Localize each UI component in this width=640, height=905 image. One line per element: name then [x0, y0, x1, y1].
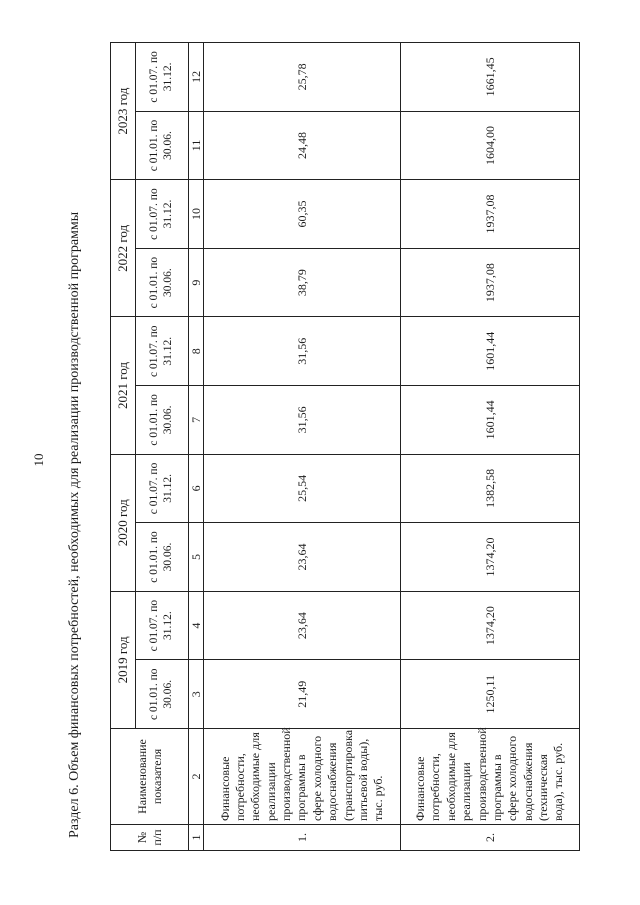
- column-index: 3: [189, 660, 204, 729]
- column-index: 10: [189, 180, 204, 249]
- row-number: 1.: [204, 825, 400, 851]
- row-indicator-name: Финансовые потребности, необходимые для реализации производственной программы в сфере холодного водоснабжения (транспортировка питьевой воды), тыс. руб.: [204, 729, 400, 825]
- column-index: 7: [189, 386, 204, 455]
- column-index: 11: [189, 111, 204, 180]
- header-period: с 01.01. по 30.06.: [136, 523, 189, 592]
- column-index: 12: [189, 43, 204, 112]
- row-value: 25,78: [204, 43, 400, 112]
- row-value: 23,64: [204, 523, 400, 592]
- rotated-table-wrapper: [110, 43, 580, 851]
- row-value: 1374,20: [400, 591, 579, 660]
- row-value: 31,56: [204, 317, 400, 386]
- column-index: 5: [189, 523, 204, 592]
- row-value: 1661,45: [400, 43, 579, 112]
- row-value: 1937,08: [400, 248, 579, 317]
- financial-needs-table: [110, 42, 580, 851]
- row-value: 1382,58: [400, 454, 579, 523]
- column-index: 6: [189, 454, 204, 523]
- row-value: 1374,20: [400, 523, 579, 592]
- header-year-2019: 2019 год: [111, 591, 136, 728]
- header-indicator-name: Наименование показателя: [111, 729, 189, 825]
- header-period: с 01.07. по 31.12.: [136, 317, 189, 386]
- table-row: [204, 43, 400, 851]
- row-value: 25,54: [204, 454, 400, 523]
- row-value: 60,35: [204, 180, 400, 249]
- header-period: с 01.01. по 30.06.: [136, 111, 189, 180]
- column-index: 4: [189, 591, 204, 660]
- column-index: 1: [189, 825, 204, 851]
- header-period: с 01.01. по 30.06.: [136, 660, 189, 729]
- column-index: 2: [189, 729, 204, 825]
- table-row: [400, 43, 579, 851]
- row-indicator-name: Финансовые потребности, необходимые для реализации производственной программы в сфере холодного водоснабжения (техническая вода), тыс. руб.: [400, 729, 579, 825]
- column-index: 9: [189, 248, 204, 317]
- header-period: с 01.01. по 30.06.: [136, 248, 189, 317]
- row-value: 24,48: [204, 111, 400, 180]
- section-title: Раздел 6. Объем финансовых потребностей, необходимых для реализации производственной программы: [67, 211, 82, 838]
- row-value: 23,64: [204, 591, 400, 660]
- header-year-2021: 2021 год: [111, 317, 136, 454]
- page-number: 10: [31, 453, 46, 467]
- header-period: с 01.07. по 31.12.: [136, 454, 189, 523]
- row-value: 21,49: [204, 660, 400, 729]
- header-year-2022: 2022 год: [111, 180, 136, 317]
- row-number: 2.: [400, 825, 579, 851]
- row-value: 1601,44: [400, 317, 579, 386]
- row-value: 1937,08: [400, 180, 579, 249]
- header-year-2023: 2023 год: [111, 43, 136, 180]
- column-index: 8: [189, 317, 204, 386]
- row-value: 31,56: [204, 386, 400, 455]
- row-value: 38,79: [204, 248, 400, 317]
- row-value: 1604,00: [400, 111, 579, 180]
- header-period: с 01.01. по 30.06.: [136, 386, 189, 455]
- header-period: с 01.07. по 31.12.: [136, 591, 189, 660]
- header-period: с 01.07. по 31.12.: [136, 43, 189, 112]
- header-number: № п/п: [111, 825, 189, 851]
- row-value: 1601,44: [400, 386, 579, 455]
- row-value: 1250,11: [400, 660, 579, 729]
- header-period: с 01.07. по 31.12.: [136, 180, 189, 249]
- header-year-2020: 2020 год: [111, 454, 136, 591]
